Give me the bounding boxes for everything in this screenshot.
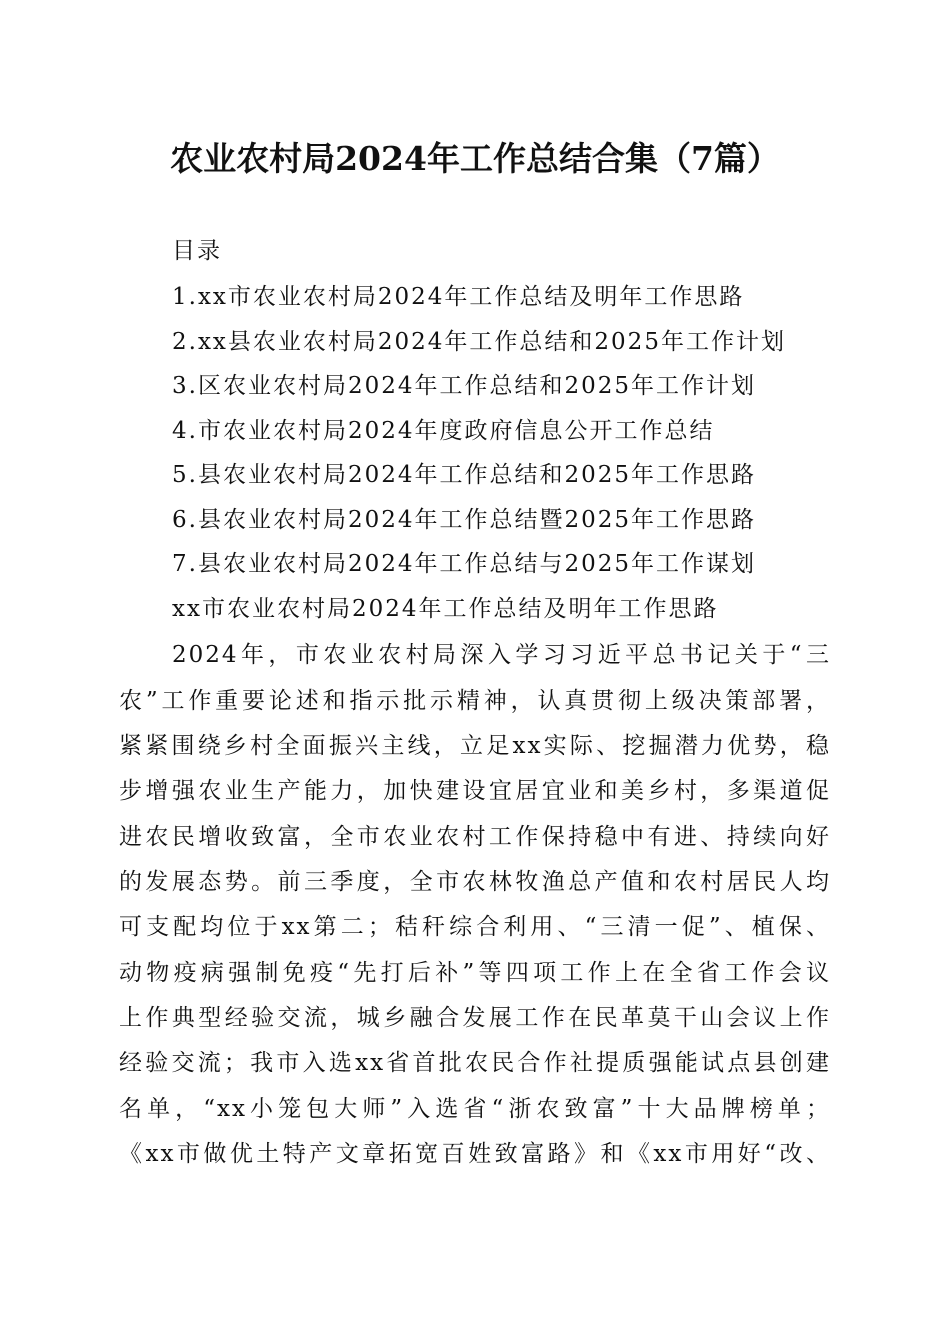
- paragraph-line: 紧紧围绕乡村全面振兴主线，立足xx实际、挖掘潜力优势，稳: [119, 733, 831, 759]
- toc-item: 4.市农业农村局2024年度政府信息公开工作总结: [172, 418, 715, 444]
- paragraph-line: 农”工作重要论述和指示批示精神，认真贯彻上级决策部署，: [119, 688, 831, 714]
- toc-item: 7.县农业农村局2024年工作总结与2025年工作谋划: [172, 551, 757, 577]
- paragraph-line: 《xx市做优土特产文章拓宽百姓致富路》和《xx市用好“改、: [119, 1141, 831, 1167]
- paragraph-line: 步增强农业生产能力，加快建设宜居宜业和美乡村，多渠道促: [119, 778, 831, 804]
- paragraph-line: 动物疫病强制免疫“先打后补”等四项工作上在全省工作会议: [119, 960, 831, 986]
- toc-item: 6.县农业农村局2024年工作总结暨2025年工作思路: [172, 507, 757, 533]
- document-title: 农业农村局2024年工作总结合集（7篇）: [170, 139, 780, 178]
- paragraph-line: 经验交流；我市入选xx省首批农民合作社提质强能试点县创建: [119, 1050, 831, 1076]
- section-heading: xx市农业农村局2024年工作总结及明年工作思路: [172, 596, 719, 622]
- toc-item: 1.xx市农业农村局2024年工作总结及明年工作思路: [172, 284, 745, 310]
- paragraph-line: 进农民增收致富，全市农业农村工作保持稳中有进、持续向好: [119, 824, 831, 850]
- paragraph-line: 上作典型经验交流，城乡融合发展工作在民革莫干山会议上作: [119, 1005, 831, 1031]
- paragraph-line: 2024年，市农业农村局深入学习习近平总书记关于“三: [172, 642, 831, 668]
- paragraph-line: 的发展态势。前三季度，全市农林牧渔总产值和农村居民人均: [119, 869, 831, 895]
- toc-item: 3.区农业农村局2024年工作总结和2025年工作计划: [172, 373, 757, 399]
- toc-item: 5.县农业农村局2024年工作总结和2025年工作思路: [172, 462, 757, 488]
- toc-item: 2.xx县农业农村局2024年工作总结和2025年工作计划: [172, 329, 786, 355]
- toc-heading: 目录: [172, 238, 222, 264]
- paragraph-line: 名单，“xx小笼包大师”入选省“浙农致富”十大品牌榜单；: [119, 1096, 831, 1122]
- paragraph-line: 可支配均位于xx第二；秸秆综合利用、“三清一促”、植保、: [119, 914, 831, 940]
